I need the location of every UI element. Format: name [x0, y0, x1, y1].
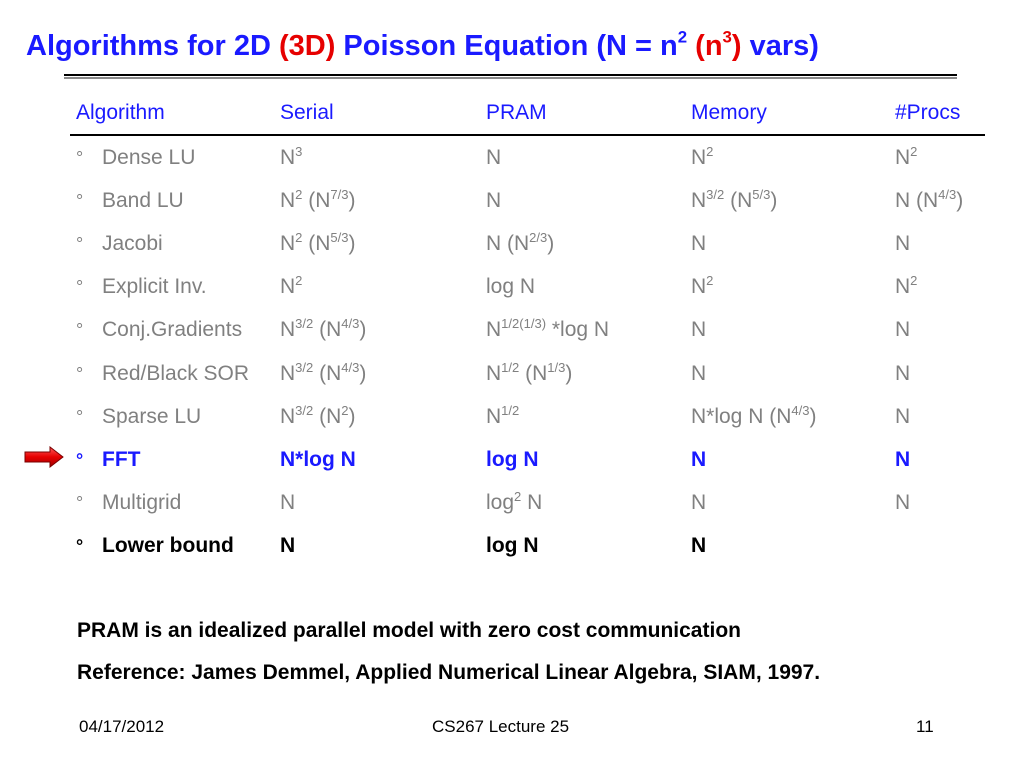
- cell-memory: [685, 179, 889, 222]
- cell-serial: [274, 525, 480, 568]
- cell-text: log N: [486, 447, 539, 471]
- algorithm-name: Band LU: [102, 188, 184, 212]
- cell-exponent: 2/3: [529, 230, 548, 246]
- algorithm-name: Sparse LU: [102, 404, 202, 428]
- cell-text: N: [280, 491, 296, 515]
- cell-text: N: [486, 145, 502, 169]
- cell-algorithm: [70, 395, 274, 438]
- cell-text: N: [691, 275, 707, 299]
- cell-exponent: 4/3: [791, 402, 810, 418]
- cell-procs: [889, 179, 985, 222]
- cell-serial: [274, 395, 480, 438]
- cell-procs: [889, 222, 985, 265]
- cell-serial: [274, 482, 480, 525]
- cell-text: ): [770, 188, 778, 212]
- cell-memory: [685, 438, 889, 481]
- cell-pram: [480, 266, 685, 309]
- row-bullet: °: [76, 190, 84, 211]
- cell-text: ): [956, 188, 964, 212]
- cell-pram: [480, 438, 685, 481]
- algorithms-table: [70, 92, 985, 568]
- cell-exponent: 2: [910, 143, 918, 159]
- cell-exponent: 1/2(1/3): [501, 316, 547, 332]
- title-sup-3: 3: [722, 27, 732, 47]
- pram-note: PRAM is an idealized parallel model with zero cost communication: [77, 619, 741, 642]
- cell-text: ): [809, 404, 817, 428]
- header-memory: Memory: [685, 92, 889, 135]
- cell-pram: [480, 395, 685, 438]
- cell-text: N*log N (N: [691, 404, 792, 428]
- algorithm-name: Dense LU: [102, 145, 196, 169]
- cell-text: N: [895, 447, 911, 471]
- cell-text: N: [280, 534, 296, 558]
- cell-exponent: 3/2: [706, 186, 725, 202]
- cell-exponent: 2: [295, 186, 303, 202]
- cell-text: ): [565, 361, 573, 385]
- cell-text: N: [486, 361, 502, 385]
- cell-text: N (N: [895, 188, 939, 212]
- cell-procs: [889, 352, 985, 395]
- cell-serial: [274, 179, 480, 222]
- algorithm-name: Lower bound: [102, 534, 234, 558]
- cell-memory: [685, 352, 889, 395]
- cell-text: N (N: [486, 231, 530, 255]
- cell-algorithm: [70, 179, 274, 222]
- title-text-n3-close: ): [731, 30, 742, 62]
- cell-text: N: [280, 188, 296, 212]
- cell-text: N: [280, 404, 296, 428]
- cell-text: N: [895, 361, 911, 385]
- cell-text: N: [895, 231, 911, 255]
- algorithm-name: Conj.Gradients: [102, 318, 243, 342]
- table-row: [70, 309, 985, 352]
- slide-title: [26, 27, 819, 62]
- cell-text: N: [691, 145, 707, 169]
- cell-pram: [480, 135, 685, 179]
- cell-text: N: [691, 318, 707, 342]
- cell-text: ): [547, 231, 555, 255]
- title-text-3d: (3D): [278, 30, 336, 62]
- cell-text: N: [691, 188, 707, 212]
- cell-algorithm: [70, 352, 274, 395]
- cell-text: (N: [519, 361, 548, 385]
- title-text-2: Poisson Equation (N = n: [335, 30, 678, 62]
- cell-serial: [274, 438, 480, 481]
- cell-exponent: 4/3: [341, 359, 360, 375]
- cell-text: N: [280, 275, 296, 299]
- cell-memory: [685, 525, 889, 568]
- cell-text: N: [691, 491, 707, 515]
- cell-exponent: 3/2: [295, 402, 314, 418]
- cell-procs: [889, 266, 985, 309]
- title-sup-2: 2: [677, 27, 688, 47]
- cell-exponent: 3/2: [295, 316, 314, 332]
- cell-memory: [685, 309, 889, 352]
- cell-text: N: [691, 534, 707, 558]
- cell-text: N: [691, 231, 707, 255]
- cell-procs: [889, 525, 985, 568]
- cell-exponent: 2: [341, 402, 349, 418]
- cell-pram: [480, 222, 685, 265]
- cell-text: N: [280, 318, 296, 342]
- cell-serial: [274, 352, 480, 395]
- cell-text: N: [280, 361, 296, 385]
- title-underline-shadow: [64, 77, 957, 79]
- cell-serial: [274, 266, 480, 309]
- cell-text: log N: [486, 534, 539, 558]
- cell-text: ): [359, 361, 367, 385]
- cell-text: N: [521, 491, 543, 515]
- cell-text: (N: [302, 188, 331, 212]
- header-serial: Serial: [274, 92, 480, 135]
- row-bullet: °: [76, 233, 84, 254]
- cell-text: ): [359, 318, 367, 342]
- cell-procs: [889, 309, 985, 352]
- algorithm-name: FFT: [102, 447, 141, 471]
- table-row: [70, 222, 985, 265]
- title-underline: [64, 74, 957, 76]
- cell-algorithm: [70, 135, 274, 179]
- row-bullet: °: [76, 536, 84, 557]
- table-body: [70, 135, 985, 568]
- cell-procs: [889, 482, 985, 525]
- cell-exponent: 2: [295, 230, 303, 246]
- row-bullet: °: [76, 320, 84, 341]
- row-bullet: °: [76, 406, 84, 427]
- cell-text: N: [895, 145, 911, 169]
- cell-exponent: 3: [295, 143, 303, 159]
- table-row: [70, 135, 985, 179]
- cell-exponent: 2: [295, 273, 303, 289]
- algorithm-name: Explicit Inv.: [102, 275, 207, 299]
- header-pram: PRAM: [480, 92, 685, 135]
- cell-text: *log N: [546, 318, 610, 342]
- cell-text: N: [895, 275, 911, 299]
- row-bullet: °: [76, 147, 84, 168]
- cell-exponent: 7/3: [330, 186, 349, 202]
- header-procs: #Procs: [889, 92, 985, 135]
- cell-text: N: [486, 188, 502, 212]
- cell-pram: [480, 352, 685, 395]
- cell-pram: [480, 309, 685, 352]
- cell-text: (N: [302, 231, 331, 255]
- row-bullet: °: [76, 493, 84, 514]
- cell-memory: [685, 135, 889, 179]
- cell-text: log N: [486, 275, 536, 299]
- table-row: [70, 438, 985, 481]
- cell-text: log: [486, 491, 515, 515]
- cell-exponent: 2: [706, 143, 714, 159]
- cell-algorithm: [70, 482, 274, 525]
- row-bullet: °: [76, 363, 84, 384]
- cell-exponent: 2: [910, 273, 918, 289]
- cell-text: N: [895, 491, 911, 515]
- cell-text: ): [348, 404, 356, 428]
- cell-exponent: 4/3: [938, 186, 957, 202]
- cell-serial: [274, 222, 480, 265]
- cell-memory: [685, 482, 889, 525]
- cell-text: N: [486, 404, 502, 428]
- title-text-n3-open: (n: [695, 30, 723, 62]
- cell-text: N: [280, 145, 296, 169]
- cell-algorithm: [70, 222, 274, 265]
- cell-exponent: 2: [514, 489, 522, 505]
- table-row: [70, 352, 985, 395]
- cell-text: N*log N: [280, 447, 356, 471]
- reference-note: Reference: James Demmel, Applied Numerical Linear Algebra, SIAM, 1997.: [77, 661, 821, 684]
- cell-serial: [274, 309, 480, 352]
- cell-text: N: [691, 361, 707, 385]
- cell-memory: [685, 395, 889, 438]
- cell-pram: [480, 525, 685, 568]
- footer-date: 04/17/2012: [79, 717, 165, 736]
- cell-text: ): [348, 231, 356, 255]
- cell-exponent: 4/3: [341, 316, 360, 332]
- row-bullet: °: [76, 277, 84, 298]
- title-text-1: Algorithms for 2D: [26, 30, 279, 62]
- cell-memory: [685, 222, 889, 265]
- cell-algorithm: [70, 266, 274, 309]
- title-space: [687, 30, 695, 62]
- cell-exponent: 3/2: [295, 359, 314, 375]
- cell-procs: [889, 395, 985, 438]
- cell-text: N: [691, 447, 707, 471]
- cell-pram: [480, 179, 685, 222]
- algorithm-name: Multigrid: [102, 491, 182, 515]
- cell-exponent: 5/3: [330, 230, 349, 246]
- cell-text: N: [280, 231, 296, 255]
- table-row: [70, 179, 985, 222]
- cell-exponent: 1/2: [501, 359, 520, 375]
- table-row: [70, 525, 985, 568]
- cell-exponent: 1/2: [501, 402, 520, 418]
- table-row: [70, 482, 985, 525]
- cell-procs: [889, 438, 985, 481]
- footer-course: CS267 Lecture 25: [432, 717, 570, 736]
- cell-text: (N: [313, 361, 342, 385]
- algorithm-name: Jacobi: [102, 231, 163, 255]
- cell-exponent: 1/3: [547, 359, 566, 375]
- cell-text: (N: [724, 188, 753, 212]
- cell-exponent: 2: [706, 273, 714, 289]
- cell-memory: [685, 266, 889, 309]
- table-row: [70, 395, 985, 438]
- cell-algorithm: [70, 525, 274, 568]
- cell-text: N: [486, 318, 502, 342]
- table-row: [70, 266, 985, 309]
- cell-procs: [889, 135, 985, 179]
- cell-algorithm: [70, 309, 274, 352]
- cell-text: (N: [313, 404, 342, 428]
- cell-text: N: [895, 318, 911, 342]
- cell-text: (N: [313, 318, 342, 342]
- table-header-row: [70, 92, 985, 135]
- cell-exponent: 5/3: [752, 186, 771, 202]
- cell-algorithm: [70, 438, 274, 481]
- footer-page-number: 11: [916, 717, 934, 736]
- title-text-vars: vars): [741, 30, 819, 62]
- cell-pram: [480, 482, 685, 525]
- red-right-arrow-icon: [24, 446, 64, 468]
- algorithm-name: Red/Black SOR: [102, 361, 250, 385]
- cell-serial: [274, 135, 480, 179]
- row-bullet: °: [76, 449, 84, 470]
- header-algorithm: Algorithm: [70, 92, 274, 135]
- cell-text: N: [895, 404, 911, 428]
- cell-text: ): [348, 188, 356, 212]
